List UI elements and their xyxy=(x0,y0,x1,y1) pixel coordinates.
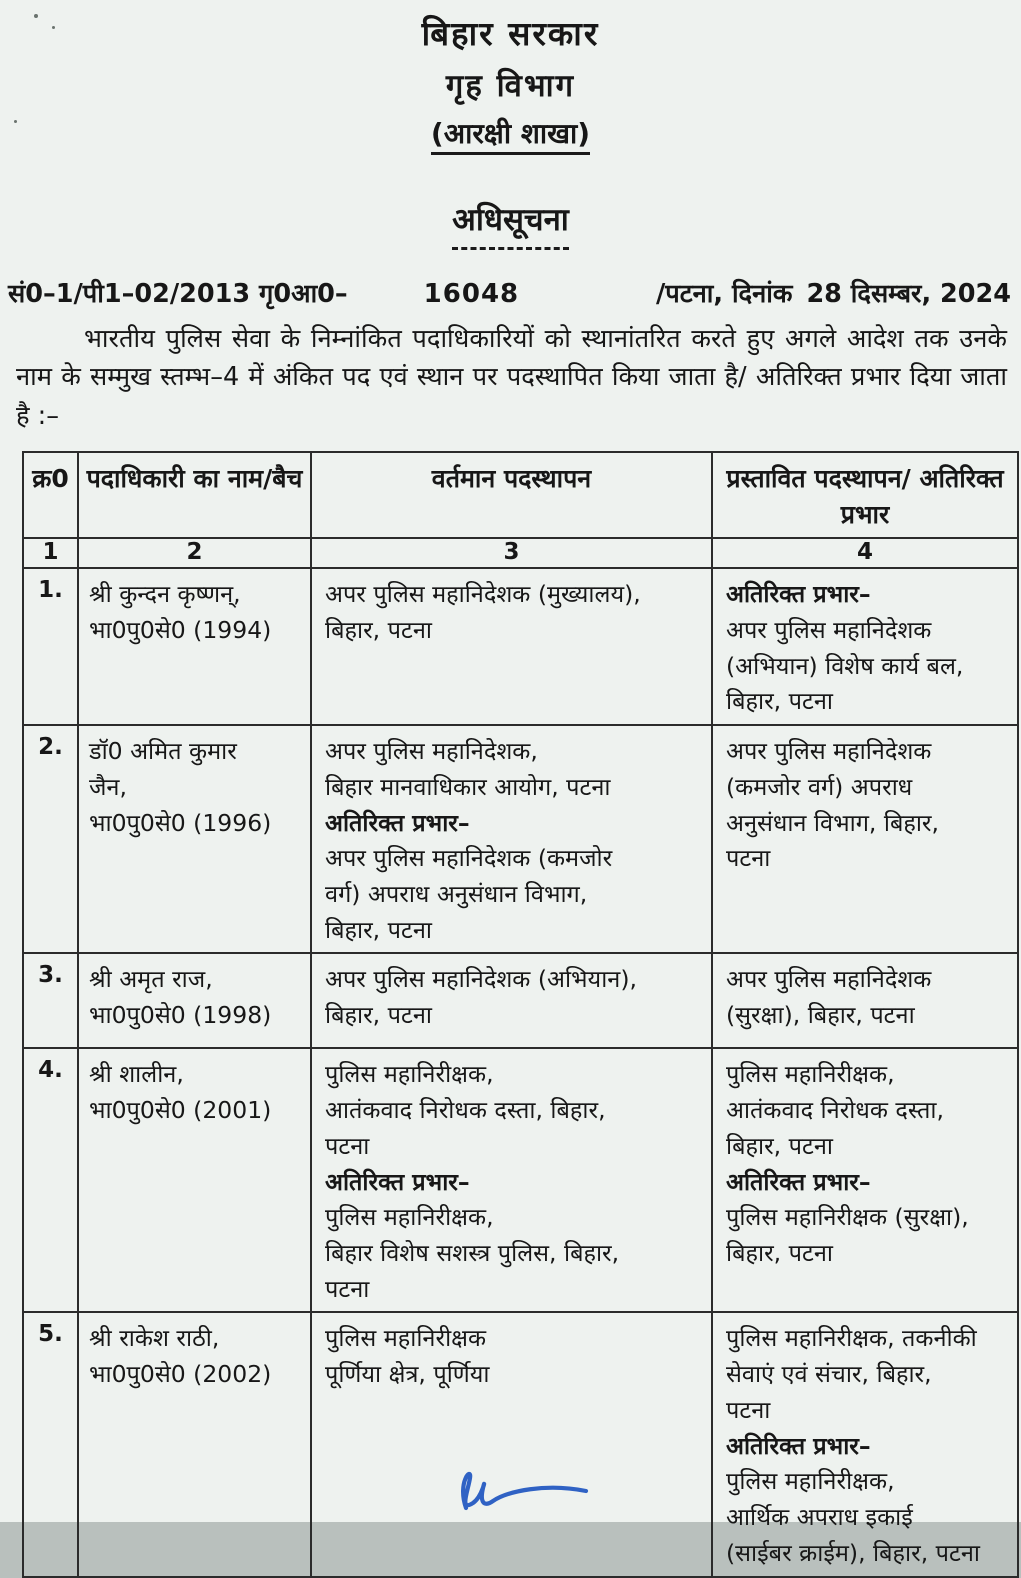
cell-line: बिहार मानवाधिकार आयोग, पटना xyxy=(325,772,611,801)
branch-name: (आरक्षी शाखा) xyxy=(0,114,1021,152)
proposed-posting-cell xyxy=(712,568,1018,725)
cell-line: सेवाएं एवं संचार, बिहार, xyxy=(726,1360,932,1389)
officer-row xyxy=(23,953,1018,1048)
current-posting-cell xyxy=(311,1312,712,1576)
cell-line: बिहार, पटना xyxy=(726,1131,833,1160)
signature-scribble xyxy=(446,1460,596,1520)
cell-line: अपर पुलिस महानिदेशक, xyxy=(325,737,538,766)
col-number-1: 1 xyxy=(23,538,78,568)
cell-line: बिहार, पटना xyxy=(325,915,432,944)
cell-line: अपर पुलिस महानिदेशक (मुख्यालय), xyxy=(325,580,641,609)
cell-line: पटना xyxy=(325,1131,370,1160)
cell-line: अतिरिक्त प्रभार– xyxy=(325,1167,470,1196)
cell-line: पटना xyxy=(726,1395,771,1424)
cell-line: (अभियान) विशेष कार्य बल, xyxy=(726,651,964,680)
cell-line: बिहार, पटना xyxy=(325,615,432,644)
scan-speck xyxy=(52,26,55,29)
scan-speck xyxy=(34,14,38,18)
place-label: /पटना, दिनांक xyxy=(655,279,793,309)
col-number-4: 4 xyxy=(712,538,1018,568)
col-header-proposed-posting: प्रस्तावित पदस्थापन/ अतिरिक्त प्रभार xyxy=(712,452,1018,539)
cell-line: अतिरिक्त प्रभार– xyxy=(726,1167,871,1196)
col-number-3: 3 xyxy=(311,538,712,568)
cell-line: अपर पुलिस महानिदेशक (अभियान), xyxy=(325,965,637,994)
cell-line: पूर्णिया क्षेत्र, पूर्णिया xyxy=(325,1360,490,1389)
cell-line: अतिरिक्त प्रभार– xyxy=(726,1431,871,1460)
proposed-posting-cell xyxy=(712,725,1018,953)
column-number-row xyxy=(23,538,1018,568)
col-header-name-batch: पदाधिकारी का नाम/बैच xyxy=(78,452,311,539)
cell-line: पुलिस महानिरीक्षक xyxy=(325,1324,487,1353)
cell-line: पुलिस महानिरीक्षक, तकनीकी xyxy=(726,1324,977,1353)
cell-line: बिहार, पटना xyxy=(726,1239,833,1268)
cell-line: पुलिस महानिरीक्षक, xyxy=(726,1060,895,1089)
cell-line: भा0पु0से0 (2001) xyxy=(89,1096,272,1125)
cell-line: भा0पु0से0 (1994) xyxy=(89,615,272,644)
cell-line: अतिरिक्त प्रभार– xyxy=(726,580,871,609)
reference-line xyxy=(8,276,1011,310)
cell-line: श्री राकेश राठी, xyxy=(89,1324,220,1353)
cell-line: भा0पु0से0 (2002) xyxy=(89,1360,272,1389)
cell-line: वर्ग) अपराध अनुसंधान विभाग, xyxy=(325,880,588,908)
name-batch-cell xyxy=(78,1048,311,1312)
serial-cell: 3. xyxy=(23,953,78,1048)
name-batch-cell xyxy=(78,568,311,725)
cell-line: श्री शालीन, xyxy=(89,1060,184,1089)
cell-line: (साईबर क्राईम), बिहार, पटना xyxy=(726,1538,980,1567)
serial-cell: 4. xyxy=(23,1048,78,1312)
cell-line: बिहार, पटना xyxy=(325,1001,432,1030)
cell-line: डॉ0 अमित कुमार xyxy=(89,737,237,766)
cell-line: अतिरिक्त प्रभार– xyxy=(325,808,470,837)
cell-line: भा0पु0से0 (1996) xyxy=(89,808,272,837)
serial-cell: 1. xyxy=(23,568,78,725)
cell-line: जैन, xyxy=(89,772,127,801)
col-header-current-posting: वर्तमान पदस्थापन xyxy=(311,452,712,539)
issue-date: 28 दिसम्बर, 2024 xyxy=(806,279,1011,309)
memo-number: सं0–1/पी1–02/2013 गृ0आ0– xyxy=(8,279,348,309)
proposed-posting-cell xyxy=(712,1048,1018,1312)
document-header xyxy=(0,0,1021,240)
col-header-sno: क्र0 xyxy=(23,452,78,539)
cell-line: अपर पुलिस महानिदेशक xyxy=(726,965,932,994)
officer-row xyxy=(23,1312,1018,1576)
current-posting-cell xyxy=(311,568,712,725)
cell-line: भा0पु0से0 (1998) xyxy=(89,1001,272,1030)
department-name: गृह विभाग xyxy=(445,68,576,104)
cell-line: पुलिस महानिरीक्षक (सुरक्षा), xyxy=(726,1203,969,1232)
proposed-posting-cell xyxy=(712,1312,1018,1576)
cell-line: बिहार विशेष सशस्त्र पुलिस, बिहार, xyxy=(325,1239,620,1268)
place-and-date xyxy=(656,276,1011,310)
current-posting-cell xyxy=(311,725,712,953)
notification-title: अधिसूचना xyxy=(0,198,1021,240)
scan-speck xyxy=(14,120,17,123)
cell-line: अपर पुलिस महानिदेशक (कमजोर xyxy=(325,844,613,873)
cell-line: श्री अमृत राज, xyxy=(89,965,213,994)
letter-serial: 16048 xyxy=(423,279,520,309)
proposed-posting-cell xyxy=(712,953,1018,1048)
officer-row xyxy=(23,725,1018,953)
cell-line: आर्थिक अपराध इकाई xyxy=(726,1503,913,1532)
intro-paragraph: भारतीय पुलिस सेवा के निम्नांकित पदाधिकारियों को स्थानांतरित करते हुए अगले आदेश तक उनके नाम के सम्मुख स्तम्भ–4 में अंकित पद एवं स्थान पर पदस्थापित किया जाता है/ अतिरिक्त प्रभार दिया जाता है :– xyxy=(16,324,1007,431)
serial-cell: 5. xyxy=(23,1312,78,1576)
col-number-2: 2 xyxy=(78,538,311,568)
cell-line: पुलिस महानिरीक्षक, xyxy=(325,1203,494,1232)
cell-line: पुलिस महानिरीक्षक, xyxy=(726,1467,895,1496)
cell-line: श्री कुन्दन कृष्णन्, xyxy=(89,580,241,609)
name-batch-cell xyxy=(78,1312,311,1576)
name-batch-cell xyxy=(78,725,311,953)
cell-line: अपर पुलिस महानिदेशक xyxy=(726,737,932,766)
serial-cell: 2. xyxy=(23,725,78,953)
officer-row xyxy=(23,568,1018,725)
cell-line: आतंकवाद निरोधक दस्ता, बिहार, xyxy=(325,1096,606,1125)
cell-line: (कमजोर वर्ग) अपराध xyxy=(726,772,913,801)
cell-line: अनुसंधान विभाग, बिहार, xyxy=(726,808,940,837)
officer-row xyxy=(23,1048,1018,1312)
cell-line: पुलिस महानिरीक्षक, xyxy=(325,1060,494,1089)
cell-line: (सुरक्षा), बिहार, पटना xyxy=(726,1001,915,1030)
current-posting-cell xyxy=(311,953,712,1048)
name-batch-cell xyxy=(78,953,311,1048)
cell-line: बिहार, पटना xyxy=(726,687,833,716)
cell-line: पटना xyxy=(726,844,771,873)
table-header-row xyxy=(23,452,1018,539)
transfer-table xyxy=(22,451,1019,1578)
cell-line: पटना xyxy=(325,1274,370,1303)
cell-line: अपर पुलिस महानिदेशक xyxy=(726,615,932,644)
government-name: बिहार सरकार xyxy=(421,14,600,53)
cell-line: आतंकवाद निरोधक दस्ता, xyxy=(726,1096,944,1125)
current-posting-cell xyxy=(311,1048,712,1312)
